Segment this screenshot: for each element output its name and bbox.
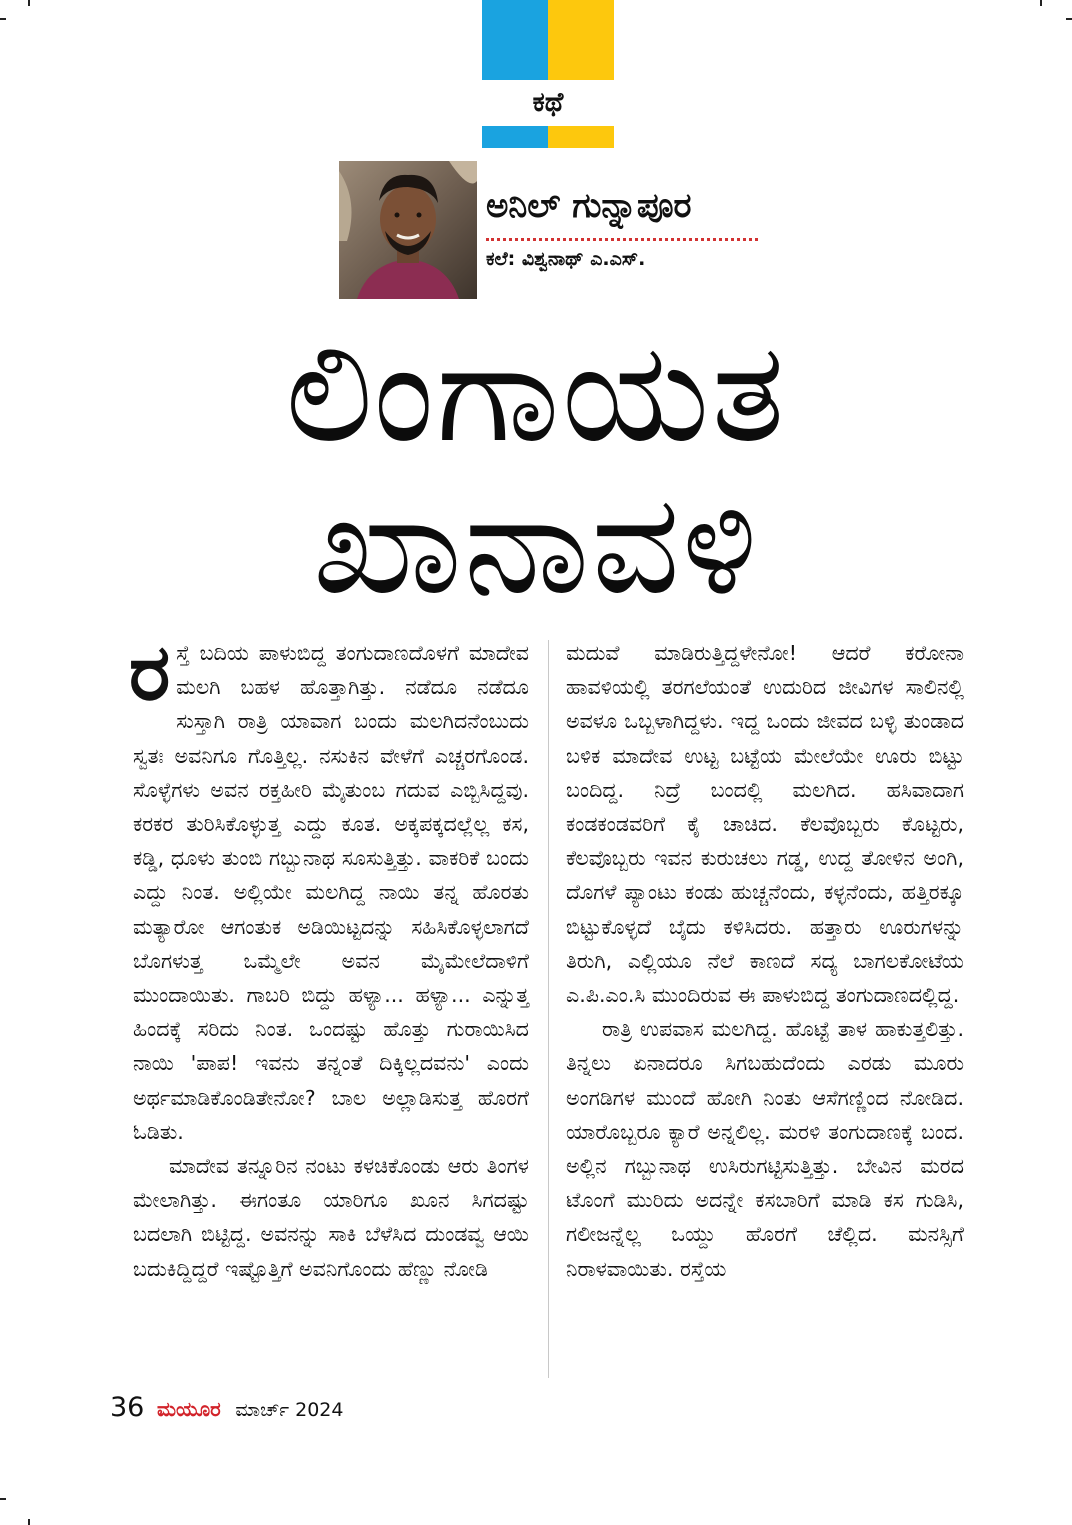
author-divider (486, 238, 758, 241)
page-number: 36 (110, 1392, 145, 1423)
paragraph: ರಾತ್ರಿ ಉಪವಾಸ ಮಲಗಿದ್ದ. ಹೊಟ್ಟೆ ತಾಳ ಹಾಕುತ್ತಲಿತ್ತು. ತಿನ್ನಲು ಏನಾದರೂ ಸಿಗಬಹುದೆಂದು ಎರಡು ಮೂರು ಅಂಗಡಿಗಳ ಮುಂದೆ ಹೋಗಿ ನಿಂತು ಆಸೆಗಣ್ಣಿಂದ ನೋಡಿದ. ಯಾರೊಬ್ಬರೂ ಕ್ಯಾರೆ ಅನ್ನಲಿಲ್ಲ. ಮರಳಿ ತಂಗುದಾಣಕ್ಕೆ ಬಂದ. ಅಲ್ಲಿನ ಗಬ್ಬುನಾಥ ಉಸಿರುಗಟ್ಟಿಸುತ್ತಿತ್ತು. ಬೇವಿನ ಮರದ ಟೊಂಗೆ ಮುರಿದು ಅದನ್ನೇ ಕಸಬಾರಿಗೆ ಮಾಡಿ ಕಸ ಗುಡಿಸಿ, ಗಲೀಜನ್ನೆಲ್ಲ ಒಯ್ದು ಹೊರಗೆ ಚೆಲ್ಲಿದ. ಮನಸ್ಸಿಗೆ ನಿರಾಳವಾಯಿತು. ರಸ್ತೆಯ (566, 1017, 964, 1281)
author-photo (339, 161, 477, 299)
crop-mark (0, 1498, 6, 1500)
crop-mark (1066, 18, 1072, 20)
paragraph: ಮದುವೆ ಮಾಡಿರುತ್ತಿದ್ದಳೇನೋ! ಆದರೆ ಕರೋನಾ ಹಾವಳಿಯಲ್ಲಿ ತರಗಲೆಯಂತೆ ಉದುರಿದ ಜೀವಿಗಳ ಸಾಲಿನಲ್ಲಿ ಅವಳೂ ಒಬ್ಬಳಾಗಿದ್ದಳು. ಇದ್ದ ಒಂದು ಜೀವದ ಬಳ್ಳಿ ತುಂಡಾದ ಬಳಿಕ ಮಾದೇವ ಉಟ್ಟ ಬಟ್ಟೆಯ ಮೇಲೆಯೇ ಊರು ಬಿಟ್ಟು ಬಂದಿದ್ದ. ನಿದ್ರೆ ಬಂದಲ್ಲಿ ಮಲಗಿದ. ಹಸಿವಾದಾಗ ಕಂಡಕಂಡವರಿಗೆ ಕೈ ಚಾಚಿದ. ಕೆಲವೊಬ್ಬರು ಕೊಟ್ಟರು, ಕೆಲವೊಬ್ಬರು ಇವನ ಕುರುಚಲು ಗಡ್ಡ, ಉದ್ದ ತೋಳಿನ ಅಂಗಿ, ದೊಗಳೆ ಪ್ಯಾಂಟು ಕಂಡು ಹುಚ್ಚನೆಂದು, ಕಳ್ಳನೆಂದು, ಹತ್ತಿರಕ್ಕೂ ಬಿಟ್ಟುಕೊಳ್ಳದೆ ಬೈದು ಕಳಿಸಿದರು. ಹತ್ತಾರು ಊರುಗಳನ್ನು ತಿರುಗಿ, ಎಲ್ಲಿಯೂ ನೆಲೆ ಕಾಣದೆ ಸದ್ಯ ಬಾಗಲಕೋಟೆಯ ಎ.ಪಿ.ಎಂ.ಸಿ ಮುಂದಿರುವ ಈ ಪಾಳುಬಿದ್ದ ತಂಗುದಾಣದಲ್ಲಿದ್ದ. (566, 641, 964, 1008)
body-column-1 (129, 628, 529, 1286)
magazine-name: ಮಯೂರ (156, 1397, 221, 1421)
illustrator-credit: ಕಲೆ: ವಿಶ್ವನಾಥ್ ಎ.ಎಸ್. (486, 248, 646, 270)
crop-mark (28, 0, 30, 6)
column-divider (548, 640, 549, 1378)
section-color-block (548, 0, 614, 80)
crop-mark (28, 1519, 30, 1525)
headline-line-1: ಲಿಂಗಾಯತ (285, 312, 787, 473)
body-column-2 (566, 636, 964, 1286)
crop-mark (0, 18, 6, 20)
paragraph-text: ಸ್ತೆ ಬದಿಯ ಪಾಳುಬಿದ್ದ ತಂಗುದಾಣದೊಳಗೆ ಮಾದೇವ ಮಲಗಿ ಬಹಳ ಹೊತ್ತಾಗಿತ್ತು. ನಡೆದೂ ನಡೆದೂ ಸುಸ್ತಾಗಿ ರಾತ್ರಿ ಯಾವಾಗ ಬಂದು ಮಲಗಿದನೆಂಬುದು ಸ್ವತಃ ಅವನಿಗೂ ಗೊತ್ತಿಲ್ಲ. ನಸುಕಿನ ವೇಳೆಗೆ ಎಚ್ಚರಗೊಂಡ. ಸೊಳ್ಳೆಗಳು ಅವನ ರಕ್ತಹೀರಿ ಮೈತುಂಬ ಗದುವ ಎಬ್ಬಿಸಿದ್ದವು. ಕರಕರ ತುರಿಸಿಕೊಳ್ಳುತ್ತ ಎದ್ದು ಕೂತ. ಅಕ್ಕಪಕ್ಕದಲ್ಲೆಲ್ಲ ಕಸ, ಕಡ್ಡಿ, ಧೂಳು ತುಂಬಿ ಗಬ್ಬುನಾಥ ಸೂಸುತ್ತಿತ್ತು. ವಾಕರಿಕೆ ಬಂದು ಎದ್ದು ನಿಂತ. ಅಲ್ಲಿಯೇ ಮಲಗಿದ್ದ ನಾಯಿ ತನ್ನ ಹೊರತು ಮತ್ಯಾರೋ ಆಗಂತುಕ ಅಡಿಯಿಟ್ಟದನ್ನು ಸಹಿಸಿಕೊಳ್ಳಲಾಗದೆ ಬೊಗಳುತ್ತ ಒಮ್ಮೆಲೇ ಅವನ ಮೈಮೇಲೆದಾಳಿಗೆ ಮುಂದಾಯಿತು. ಗಾಬರಿ ಬಿದ್ದು ಹಳ್ಯಾ... ಹಳ್ಯಾ... ಎನ್ನುತ್ತ ಹಿಂದಕ್ಕೆ ಸರಿದು ನಿಂತ. ಒಂದಷ್ಟು ಹೊತ್ತು ಗುರಾಯಿಸಿದ ನಾಯಿ 'ಪಾಪ! ಇವನು ತನ್ನಂತೆ ದಿಕ್ಕಿಲ್ಲದವನು' ಎಂದು ಅರ್ಥಮಾಡಿಕೊಂಡಿತೇನೋ? ಬಾಲ ಅಲ್ಲಾಡಿಸುತ್ತ ಹೊರಗೆ ಓಡಿತು. (133, 641, 529, 1144)
section-color-block (482, 0, 548, 80)
issue-date: ಮಾರ್ಚ್ 2024 (235, 1399, 344, 1421)
paragraph: ಮಾದೇವ ತನ್ನೂರಿನ ನಂಟು ಕಳಚಿಕೊಂಡು ಆರು ತಿಂಗಳ ಮೇಲಾಗಿತ್ತು. ಈಗಂತೂ ಯಾರಿಗೂ ಖೂನ ಸಿಗದಷ್ಟು ಬದಲಾಗಿ ಬಿಟ್ಟಿದ್ದ. ಅವನನ್ನು ಸಾಕಿ ಬೆಳೆಸಿದ ದುಂಡವ್ವ ಆಯಿ ಬದುಕಿದ್ದಿದ್ದರೆ ಇಷ್ಟೊತ್ತಿಗೆ ಅವನಿಗೊಂದು ಹೆಣ್ಣು ನೋಡಿ (133, 1154, 529, 1281)
author-name: ಅನಿಲ್ ಗುನ್ನಾಪೂರ (486, 186, 692, 226)
page-footer (110, 1392, 343, 1423)
section-color-block (548, 126, 614, 148)
section-label: ಕಥೆ (532, 87, 564, 118)
crop-mark (1040, 0, 1042, 6)
section-color-block (482, 126, 548, 148)
paragraph (129, 628, 529, 1149)
drop-cap: ರ (129, 628, 171, 718)
headline-line-2: ಖಾನಾವಳಿ (312, 464, 760, 625)
